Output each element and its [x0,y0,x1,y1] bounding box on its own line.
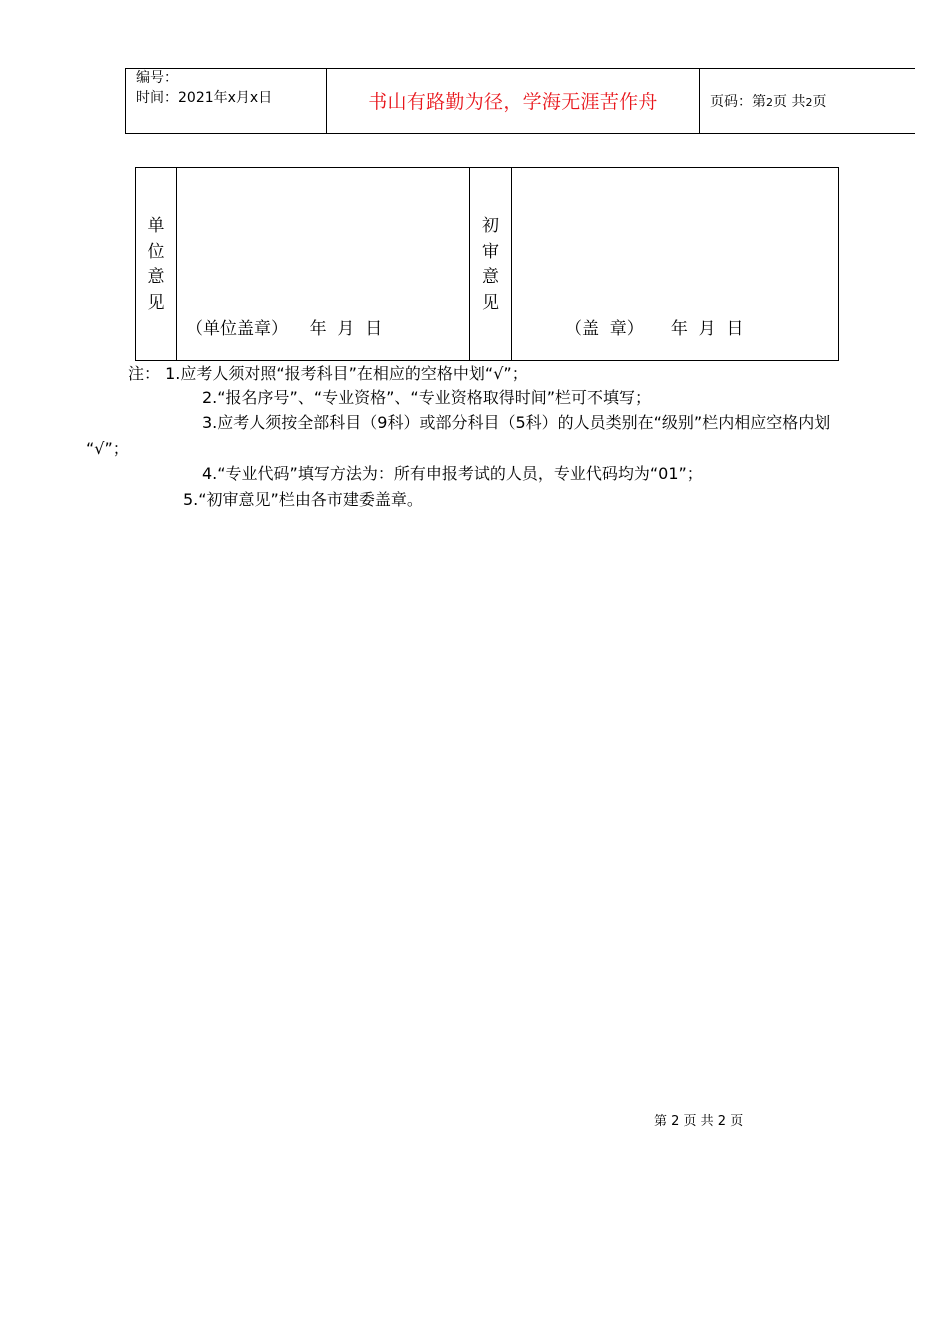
review-opinion-field[interactable] [512,168,838,360]
unit-stamp-line: （单位盖章） 年 月 日 [186,319,383,339]
page-mid: 页 共 [773,94,806,110]
unit-opinion-char: 单 [147,216,165,236]
note-line-2: 2.“报名序号”、“专业资格”、“专业资格取得时间”栏可不填写； [202,388,652,407]
header-motto: 书山有路勤为径，学海无涯苦作舟 [368,91,658,113]
unit-opinion-char: 位 [147,241,165,262]
review-opinion-char: 意 [482,267,499,287]
review-opinion-label [470,214,511,316]
header-meta-cell [126,69,327,133]
unit-opinion-label [136,214,176,316]
review-opinion-char: 初 [482,216,499,236]
page-current: 2 [766,96,773,109]
document-time-label: 时间：2021年x月x日 [136,90,273,106]
header-page-info [710,93,826,112]
review-opinion-char: 见 [482,292,499,313]
document-header [125,68,915,134]
document-number-label: 编号： [136,70,178,86]
note-line-3: 3.应考人须按全部科目（9科）或部分科目（5科）的人员类别在“级别”栏内相应空格内划 [202,413,831,432]
note-line-4: 4.“专业代码”填写方法为：所有申报考试的人员，专业代码均为“01”； [202,464,703,483]
note-line-1: 注： 1.应考人须对照“报考科目”在相应的空格中划“√”； [128,364,528,383]
review-stamp-line: （盖 章） 年 月 日 [565,319,744,339]
page-total: 2 [805,96,813,109]
header-page-cell [700,69,916,133]
review-opinion-char: 审 [482,241,499,262]
header-motto-cell [327,69,700,133]
unit-opinion-char: 见 [147,292,165,313]
note-line-3-continued: “√”； [86,439,129,458]
page-prefix: 页码：第 [710,94,766,110]
note-line-5: 5.“初审意见”栏由各市建委盖章。 [183,490,423,509]
unit-opinion-label-cell [136,168,177,360]
review-opinion-label-cell [470,168,512,360]
page-footer: 第 2 页 共 2 页 [654,1114,744,1129]
unit-opinion-char: 意 [147,267,165,287]
opinion-table [135,167,839,361]
unit-opinion-field[interactable] [177,168,470,360]
page-suffix: 页 [812,94,827,110]
